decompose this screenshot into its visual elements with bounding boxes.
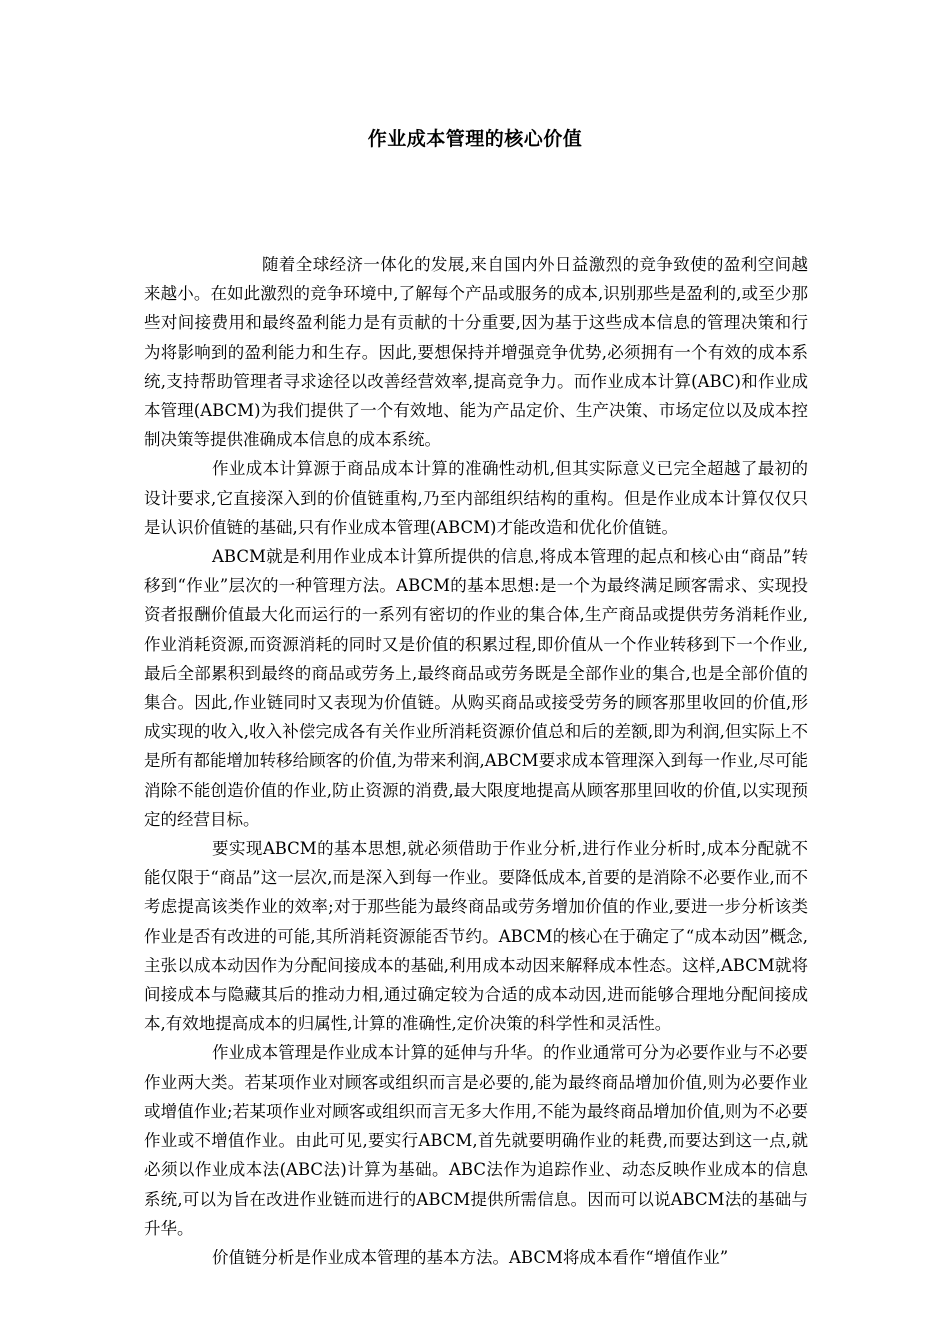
document-body [144, 250, 808, 1272]
paragraph-2: 作业成本计算源于商品成本计算的准确性动机,但其实际意义已完全超越了最初的设计要求,它直接深入到的价值链重构,乃至内部组织结构的重构。但是作业成本计算仅仅只是认识价值链的基础,只有作业成本管理(ABCM)才能改造和优化价值链。 [144, 459, 808, 537]
paragraph-1: 随着全球经济一体化的发展,来自国内外日益激烈的竞争致使的盈利空间越来越小。在如此激烈的竞争环境中,了解每个产品或服务的成本,识别那些是盈利的,或至少那些对间接费用和最终盈利能力是有贡献的十分重要,因为基于这些成本信息的管理决策和行为将影响到的盈利能力和生存。因此,要想保持并增强竞争优势,必须拥有一个有效的成本系统,支持帮助管理者寻求途径以改善经营效率,提高竞争力。而作业成本计算(ABC)和作业成本管理(ABCM)为我们提供了一个有效地、能为产品定价、生产决策、市场定位以及成本控制决策等提供准确成本信息的成本系统。 [144, 255, 808, 450]
paragraph-3: ABCM就是利用作业成本计算所提供的信息,将成本管理的起点和核心由“商品”转移到“作业”层次的一种管理方法。ABCM的基本思想:是一个为最终满足顾客需求、实现投资者报酬价值最大化而运行的一系列有密切的作业的集合体,生产商品或提供劳务消耗作业,作业消耗资源,而资源消耗的同时又是价值的积累过程,即价值从一个作业转移到下一个作业,最后全部累积到最终的商品或劳务上,最终商品或劳务既是全部作业的集合,也是全部价值的集合。因此,作业链同时又表现为价值链。从购买商品或接受劳务的顾客那里收回的价值,形成实现的收入,收入补偿完成各有关作业所消耗资源价值总和后的差额,即为利润,但实际上不是所有都能增加转移给顾客的价值,为带来利润,ABCM要求成本管理深入到每一作业,尽可能消除不能创造价值的作业,防止资源的消费,最大限度地提高从顾客那里回收的价值,以实现预定的经营目标。 [144, 547, 808, 829]
paragraph-5: 作业成本管理是作业成本计算的延伸与升华。的作业通常可分为必要作业与不必要作业两大类。若某项作业对顾客或组织而言是必要的,能为最终商品增加价值,则为必要作业或增值作业;若某项作业对顾客或组织而言无多大作用,不能为最终商品增加价值,则为不必要作业或不增值作业。由此可见,要实行ABCM,首先就要明确作业的耗费,而要达到这一点,就必须以作业成本法(ABC法)计算为基础。ABC法作为追踪作业、动态反映作业成本的信息系统,可以为旨在改进作业链而进行的ABCM提供所需信息。因而可以说ABCM法的基础与升华。 [144, 1043, 808, 1238]
paragraph-6: 价值链分析是作业成本管理的基本方法。ABCM将成本看作“增值作业” [212, 1247, 729, 1267]
document-title: 作业成本管理的核心价值 [367, 128, 583, 150]
paragraph-4: 要实现ABCM的基本思想,就必须借助于作业分析,进行作业分析时,成本分配就不能仅限于“商品”这一层次,而是深入到每一作业。要降低成本,首要的是消除不必要作业,而不考虑提高该类作业的效率;对于那些能为最终商品或劳务增加价值的作业,要进一步分析该类作业是否有改进的可能,其所消耗资源能否节约。ABCM的核心在于确定了“成本动因”概念,主张以成本动因作为分配间接成本的基础,利用成本动因来解释成本性态。这样,ABCM就将间接成本与隐藏其后的推动力相,通过确定较为合适的成本动因,进而能够合理地分配间接成本,有效地提高成本的归属性,计算的准确性,定价决策的科学性和灵活性。 [144, 839, 808, 1034]
